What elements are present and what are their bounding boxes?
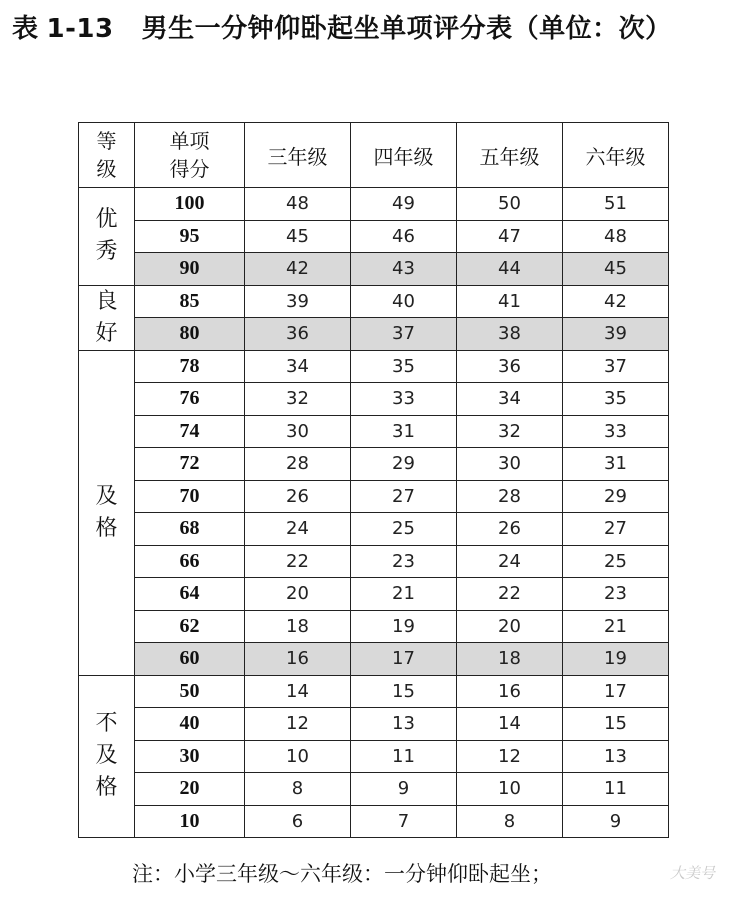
score-cell: 78 [135,350,245,383]
table-row [79,610,669,643]
value-cell: 36 [457,350,563,383]
value-cell: 10 [245,740,351,773]
grade-label-char: 及 [95,483,118,509]
table-row [79,285,669,318]
header-grade-line1: 等 [96,129,117,153]
value-cell: 40 [351,285,457,318]
value-cell: 37 [351,318,457,351]
score-cell: 100 [135,188,245,221]
value-cell: 51 [563,188,669,221]
header-grade [79,123,135,188]
value-cell: 15 [351,675,457,708]
value-cell: 27 [563,513,669,546]
score-cell: 64 [135,578,245,611]
value-cell: 9 [351,773,457,806]
table-row [79,383,669,416]
table-row [79,220,669,253]
value-cell: 24 [245,513,351,546]
value-cell: 24 [457,545,563,578]
value-cell: 28 [457,480,563,513]
score-cell: 10 [135,805,245,838]
title-number: 1-13 [46,14,114,44]
value-cell: 37 [563,350,669,383]
header-score-line1: 单项 [169,129,210,153]
table-row [79,708,669,741]
value-cell: 22 [457,578,563,611]
table-row [79,448,669,481]
value-cell: 29 [351,448,457,481]
value-cell: 15 [563,708,669,741]
watermark: 大美号 [670,864,716,882]
value-cell: 16 [245,643,351,676]
value-cell: 30 [245,415,351,448]
value-cell: 18 [245,610,351,643]
value-cell: 25 [351,513,457,546]
value-cell: 33 [351,383,457,416]
value-cell: 21 [563,610,669,643]
value-cell: 17 [351,643,457,676]
header-grade3: 三年级 [245,123,351,188]
grade-label-char: 格 [95,515,118,541]
header-row [79,123,669,188]
grade-label-char: 不 [95,711,118,737]
value-cell: 25 [563,545,669,578]
score-cell: 30 [135,740,245,773]
value-cell: 34 [457,383,563,416]
value-cell: 19 [563,643,669,676]
value-cell: 14 [457,708,563,741]
value-cell: 13 [563,740,669,773]
value-cell: 34 [245,350,351,383]
table-row [79,643,669,676]
table-row [79,350,669,383]
value-cell: 8 [457,805,563,838]
score-cell: 74 [135,415,245,448]
value-cell: 45 [245,220,351,253]
header-score-line2: 得分 [169,157,210,181]
value-cell: 20 [457,610,563,643]
title-text: 男生一分钟仰卧起坐单项评分表（单位：次） [141,14,672,44]
value-cell: 41 [457,285,563,318]
value-cell: 14 [245,675,351,708]
value-cell: 18 [457,643,563,676]
grade-label [79,188,135,286]
value-cell: 13 [351,708,457,741]
title-prefix: 表 [12,14,39,44]
value-cell: 31 [563,448,669,481]
value-cell: 45 [563,253,669,286]
table-row [79,545,669,578]
value-cell: 6 [245,805,351,838]
value-cell: 43 [351,253,457,286]
value-cell: 28 [245,448,351,481]
grade-label [79,285,135,350]
value-cell: 35 [563,383,669,416]
score-cell: 70 [135,480,245,513]
score-cell: 66 [135,545,245,578]
value-cell: 48 [563,220,669,253]
value-cell: 16 [457,675,563,708]
value-cell: 11 [563,773,669,806]
value-cell: 23 [563,578,669,611]
value-cell: 26 [457,513,563,546]
score-cell: 20 [135,773,245,806]
value-cell: 35 [351,350,457,383]
score-cell: 95 [135,220,245,253]
grade-label [79,675,135,838]
grade-label-char: 优 [95,207,118,233]
footnote: 注：小学三年级～六年级：一分钟仰卧起坐； [132,862,552,886]
grade-label-char: 秀 [95,239,118,265]
table-row [79,675,669,708]
value-cell: 42 [563,285,669,318]
score-cell: 40 [135,708,245,741]
score-table [78,122,669,838]
value-cell: 9 [563,805,669,838]
score-cell: 90 [135,253,245,286]
score-cell: 50 [135,675,245,708]
table-row [79,513,669,546]
table-title [12,8,742,45]
value-cell: 33 [563,415,669,448]
value-cell: 17 [563,675,669,708]
value-cell: 12 [457,740,563,773]
header-grade-line2: 级 [96,157,117,181]
value-cell: 30 [457,448,563,481]
header-grade4: 四年级 [351,123,457,188]
table-row [79,805,669,838]
value-cell: 23 [351,545,457,578]
grade-label [79,350,135,675]
value-cell: 21 [351,578,457,611]
value-cell: 19 [351,610,457,643]
value-cell: 46 [351,220,457,253]
value-cell: 8 [245,773,351,806]
value-cell: 47 [457,220,563,253]
score-cell: 68 [135,513,245,546]
score-cell: 72 [135,448,245,481]
score-cell: 85 [135,285,245,318]
score-cell: 60 [135,643,245,676]
value-cell: 22 [245,545,351,578]
value-cell: 10 [457,773,563,806]
value-cell: 36 [245,318,351,351]
score-cell: 76 [135,383,245,416]
table-row [79,773,669,806]
value-cell: 31 [351,415,457,448]
table-row [79,188,669,221]
grade-label-char: 良 [95,288,118,314]
table-row [79,578,669,611]
value-cell: 39 [245,285,351,318]
value-cell: 39 [563,318,669,351]
table-row [79,415,669,448]
value-cell: 20 [245,578,351,611]
value-cell: 7 [351,805,457,838]
table-row [79,253,669,286]
value-cell: 32 [245,383,351,416]
value-cell: 44 [457,253,563,286]
value-cell: 26 [245,480,351,513]
value-cell: 49 [351,188,457,221]
header-grade6: 六年级 [563,123,669,188]
value-cell: 29 [563,480,669,513]
value-cell: 12 [245,708,351,741]
table-body [79,188,669,838]
value-cell: 48 [245,188,351,221]
value-cell: 32 [457,415,563,448]
value-cell: 50 [457,188,563,221]
table-row [79,318,669,351]
value-cell: 38 [457,318,563,351]
header-score [135,123,245,188]
header-grade5: 五年级 [457,123,563,188]
value-cell: 11 [351,740,457,773]
table-row [79,740,669,773]
score-cell: 62 [135,610,245,643]
grade-label-char: 格 [95,775,118,801]
grade-label-char: 好 [95,320,118,346]
grade-label-char: 及 [95,743,118,769]
table-row [79,480,669,513]
score-cell: 80 [135,318,245,351]
value-cell: 27 [351,480,457,513]
value-cell: 42 [245,253,351,286]
